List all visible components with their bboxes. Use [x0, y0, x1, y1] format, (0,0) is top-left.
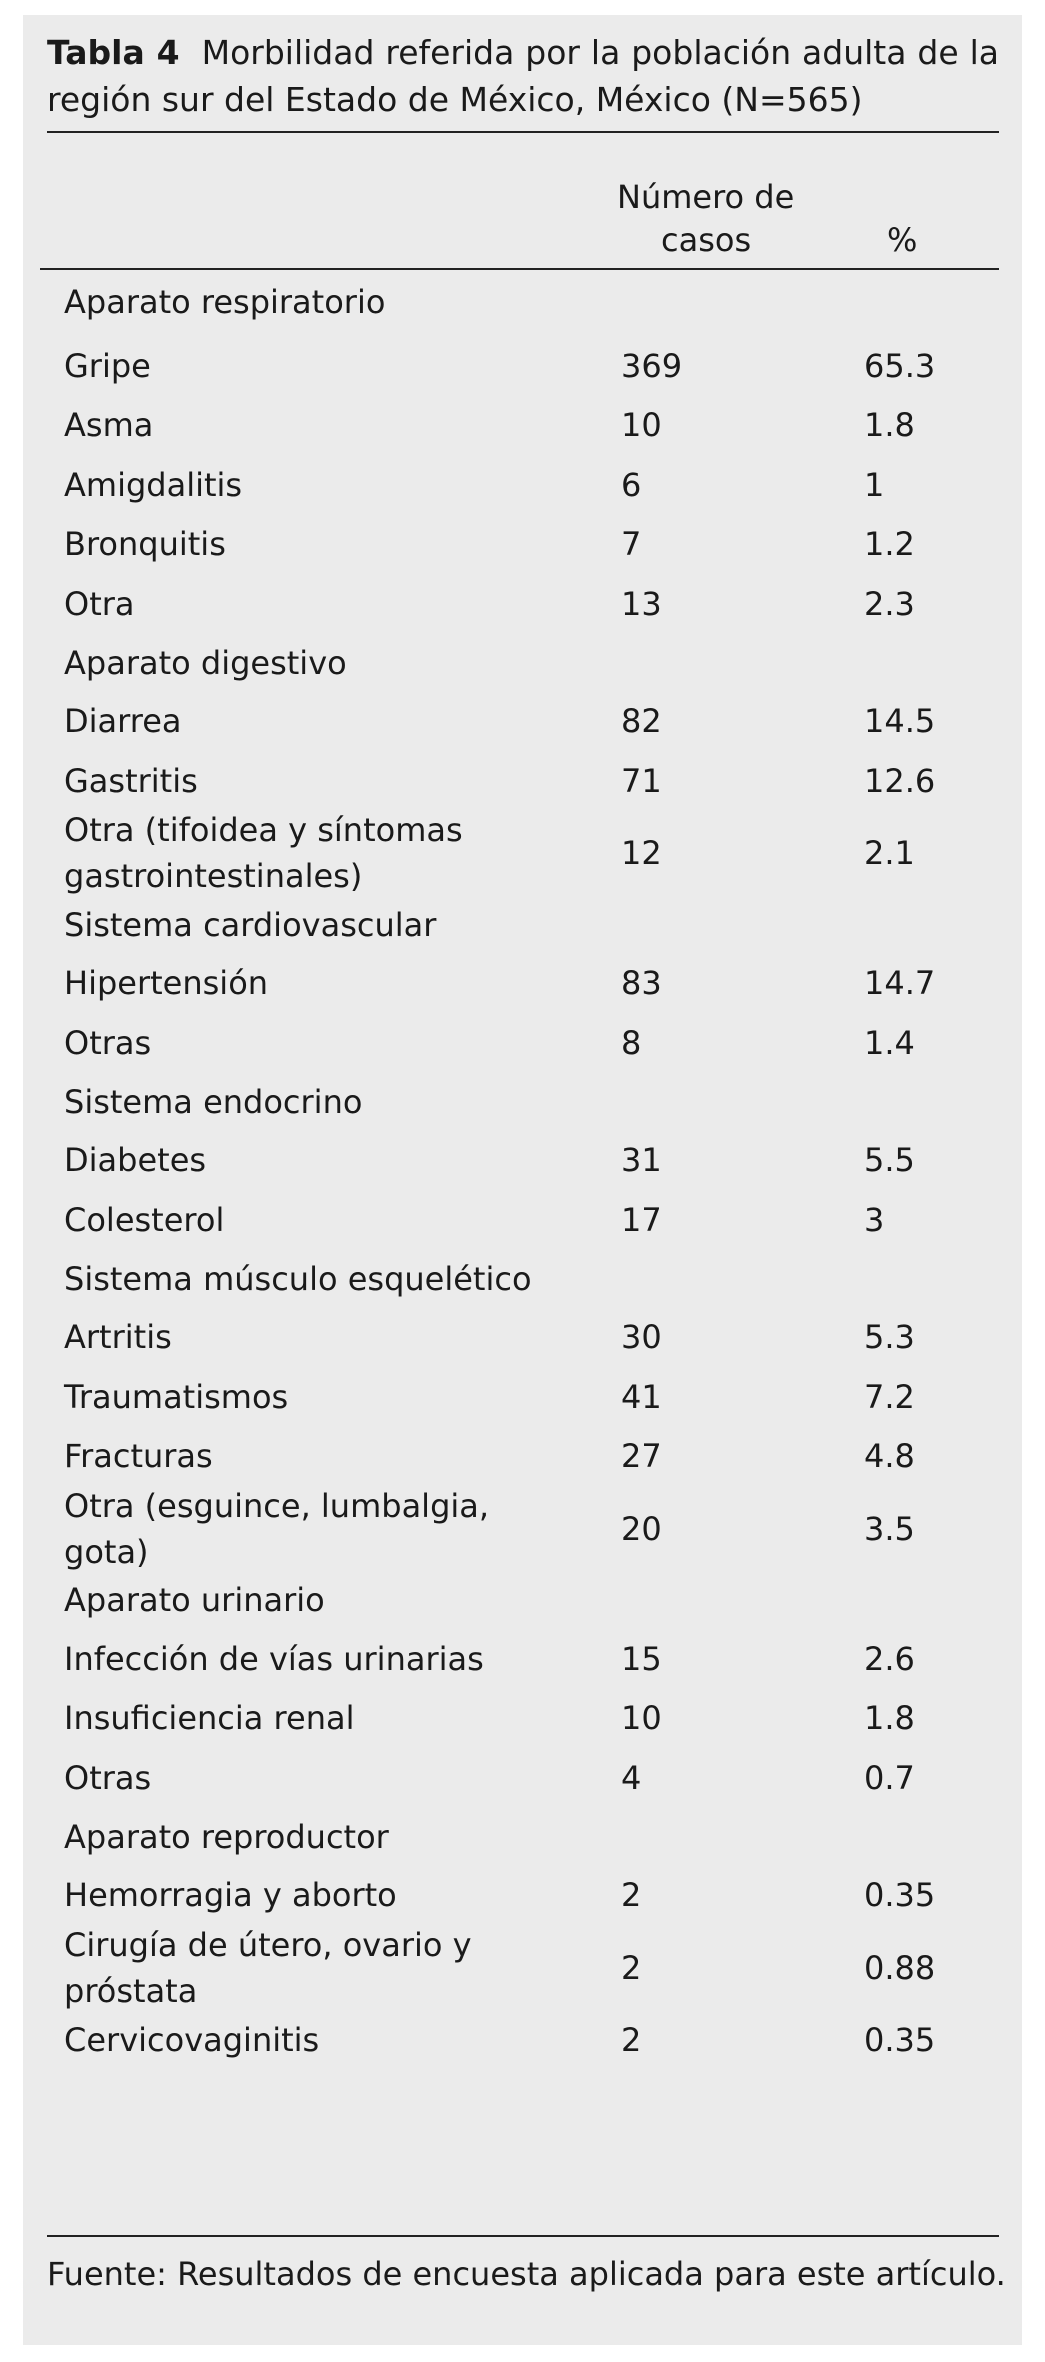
percent-cell: 4.8: [864, 1437, 915, 1476]
group-row: [64, 634, 1004, 692]
row-label: Diarrea: [64, 702, 182, 741]
percent-cell: 3.5: [864, 1509, 915, 1548]
source-note: Fuente: Resultados de encuesta aplicada para este artículo.: [47, 2255, 1006, 2293]
percent-cell: 1: [864, 465, 885, 504]
group-label: Sistema endocrino: [64, 1082, 363, 1121]
group-row: [64, 283, 1004, 336]
cases-cell: 7: [621, 525, 642, 564]
group-label: Aparato reproductor: [64, 1817, 389, 1856]
cases-cell: 12: [621, 834, 662, 872]
row-label: Artritis: [64, 1318, 172, 1357]
row-label: Hipertensión: [64, 964, 269, 1003]
percent-cell: 0.88: [864, 1948, 936, 1987]
cases-cell: 82: [621, 702, 662, 741]
table-row: [64, 455, 1004, 515]
percent-cell: 1.8: [864, 1699, 915, 1738]
percent-cell: 2.3: [864, 584, 915, 623]
percent-cell: 12.6: [864, 761, 936, 800]
row-label: Bronquitis: [64, 525, 226, 564]
group-label: Sistema músculo esquelético: [64, 1259, 532, 1298]
row-label: Gripe: [64, 346, 151, 385]
header-cases-line2: casos: [661, 221, 752, 259]
group-label: Aparato digestivo: [64, 643, 347, 682]
row-label: Otra (esguince, lumbalgia, gota): [64, 1486, 490, 1571]
table-row: [64, 1689, 1004, 1749]
table-row: [64, 1367, 1004, 1427]
table-row: [64, 1629, 1004, 1689]
percent-cell: 2.1: [864, 834, 915, 872]
table-caption: Morbilidad referida por la población adulta de la región sur del Estado de México, México (N=565): [47, 33, 999, 119]
table-row: [64, 1190, 1004, 1250]
cases-cell: 15: [621, 1639, 662, 1678]
cases-cell: 27: [621, 1437, 662, 1476]
table-row: [64, 954, 1004, 1014]
row-label: Fracturas: [64, 1437, 213, 1476]
cases-cell: 10: [621, 406, 662, 445]
cases-cell: 2: [621, 1948, 642, 1987]
percent-cell: 0.35: [864, 1876, 936, 1915]
row-label: Colesterol: [64, 1200, 225, 1239]
table-row: [64, 1131, 1004, 1191]
cases-cell: 13: [621, 584, 662, 623]
header-cases-line1: Número de: [617, 178, 795, 216]
group-row: [64, 896, 1004, 954]
row-label: Otra (tifoidea y síntomas gastrointestinales): [64, 811, 463, 895]
cases-cell: 17: [621, 1200, 662, 1239]
row-label: Otras: [64, 1758, 152, 1797]
table-row: [64, 1486, 1004, 1571]
percent-cell: 14.7: [864, 964, 936, 1003]
top-rule: [47, 131, 999, 133]
table-row: [64, 1308, 1004, 1368]
percent-cell: 7.2: [864, 1377, 915, 1416]
group-row: [64, 1250, 1004, 1308]
cases-cell: 4: [621, 1758, 642, 1797]
cases-cell: 2: [621, 2020, 642, 2059]
row-label: Asma: [64, 406, 154, 445]
bottom-rule: [47, 2235, 999, 2237]
table-row: [64, 692, 1004, 752]
row-label: Amigdalitis: [64, 465, 243, 504]
cases-cell: 6: [621, 465, 642, 504]
table-label: Tabla 4: [47, 33, 180, 72]
table-body: [64, 283, 1004, 2070]
table-title: [47, 29, 999, 123]
row-label: Otras: [64, 1023, 152, 1062]
cases-cell: 2: [621, 1876, 642, 1915]
group-label: Aparato urinario: [64, 1581, 325, 1619]
cases-cell: 83: [621, 964, 662, 1003]
table-panel: [23, 15, 1022, 2345]
percent-cell: 0.35: [864, 2020, 936, 2059]
row-label: Otra: [64, 584, 135, 623]
cases-cell: 71: [621, 761, 662, 800]
header-rule: [40, 268, 999, 270]
percent-cell: 2.6: [864, 1639, 915, 1678]
percent-cell: 0.7: [864, 1758, 915, 1797]
group-row: [64, 1808, 1004, 1866]
table-row: [64, 1013, 1004, 1073]
row-label: Diabetes: [64, 1141, 207, 1180]
percent-cell: 3: [864, 1200, 885, 1239]
percent-cell: 65.3: [864, 346, 936, 385]
row-label: Traumatismos: [64, 1377, 289, 1416]
row-label: Cirugía de útero, ovario y próstata: [64, 1925, 472, 2010]
group-label: Sistema cardiovascular: [64, 905, 437, 944]
group-label: Aparato respiratorio: [64, 283, 386, 321]
row-label: Infección de vías urinarias: [64, 1639, 484, 1678]
percent-cell: 1.2: [864, 525, 915, 564]
row-label: Hemorragia y aborto: [64, 1876, 397, 1915]
row-label: Insuficiencia renal: [64, 1699, 355, 1738]
percent-cell: 5.5: [864, 1141, 915, 1180]
table-row: [64, 751, 1004, 811]
cases-cell: 10: [621, 1699, 662, 1738]
row-label: Gastritis: [64, 761, 198, 800]
cases-cell: 41: [621, 1377, 662, 1416]
cases-cell: 31: [621, 1141, 662, 1180]
cases-cell: 20: [621, 1509, 662, 1548]
table-row: [64, 336, 1004, 396]
cases-cell: 30: [621, 1318, 662, 1357]
table-row: [64, 1925, 1004, 2010]
group-row: [64, 1073, 1004, 1131]
table-row: [64, 1748, 1004, 1808]
table-row: [64, 811, 1004, 896]
cases-cell: 369: [621, 346, 683, 385]
table-row: [64, 2010, 1004, 2070]
percent-cell: 1.4: [864, 1023, 915, 1062]
header-percent: %: [887, 221, 918, 259]
table-row: [64, 515, 1004, 575]
percent-cell: 5.3: [864, 1318, 915, 1357]
cases-cell: 8: [621, 1023, 642, 1062]
percent-cell: 1.8: [864, 406, 915, 445]
group-row: [64, 1571, 1004, 1629]
table-row: [64, 574, 1004, 634]
table-row: [64, 396, 1004, 456]
row-label: Cervicovaginitis: [64, 2020, 320, 2059]
percent-cell: 14.5: [864, 702, 936, 741]
table-row: [64, 1866, 1004, 1926]
table-row: [64, 1427, 1004, 1487]
